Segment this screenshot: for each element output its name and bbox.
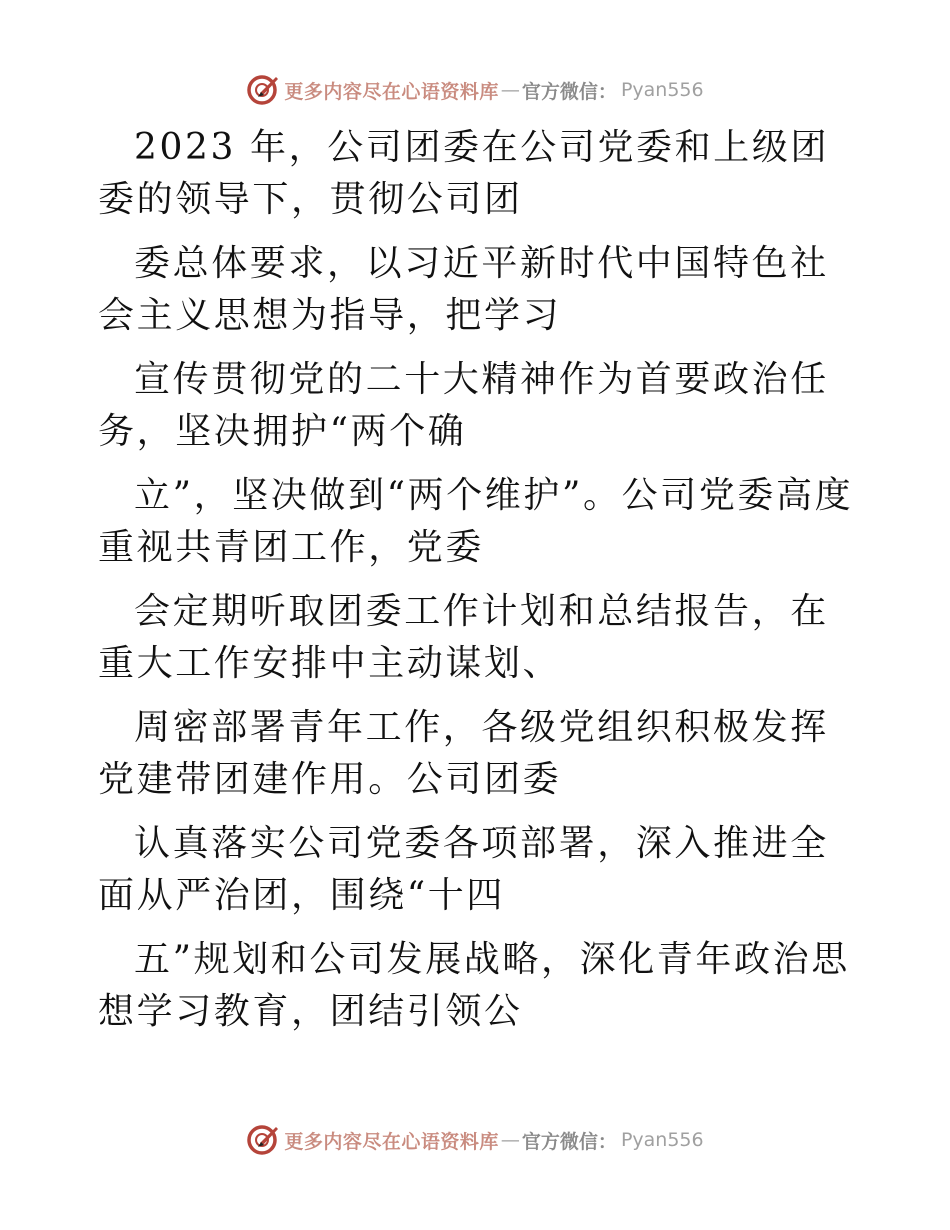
paragraph: 委总体要求，以习近平新时代中国特色社会主义思想为指导，把学习 bbox=[98, 243, 829, 336]
watermark-wechat-label: 官方微信： bbox=[521, 1130, 617, 1153]
paragraph: 认真落实公司党委各项部署，深入推进全面从严治团，围绕“十四 bbox=[98, 823, 829, 916]
body-text bbox=[98, 122, 858, 1050]
header-watermark bbox=[0, 70, 950, 110]
footer-watermark bbox=[0, 1120, 950, 1160]
quill-logo-icon bbox=[246, 73, 280, 107]
watermark-dash: — bbox=[500, 1129, 520, 1151]
watermark-text: 更多内容尽在心语资料库 bbox=[284, 80, 499, 103]
watermark-dash: — bbox=[500, 79, 520, 101]
watermark-wechat-id: Pyan556 bbox=[620, 79, 704, 101]
watermark-text: 更多内容尽在心语资料库 bbox=[284, 1130, 499, 1153]
paragraph: 周密部署青年工作，各级党组织积极发挥党建带团建作用。公司团委 bbox=[98, 707, 829, 800]
paragraph: 立”，坚决做到“两个维护”。公司党委高度重视共青团工作，党委 bbox=[98, 475, 854, 568]
paragraph: 会定期听取团委工作计划和总结报告，在重大工作安排中主动谋划、 bbox=[98, 591, 829, 684]
paragraph: 2023 年，公司团委在公司党委和上级团委的领导下，贯彻公司团 bbox=[98, 127, 830, 220]
paragraph: 宣传贯彻党的二十大精神作为首要政治任务，坚决拥护“两个确 bbox=[98, 359, 829, 452]
watermark-wechat-label: 官方微信： bbox=[521, 80, 617, 103]
watermark-wechat-id: Pyan556 bbox=[620, 1129, 704, 1151]
quill-logo-icon bbox=[246, 1123, 280, 1157]
paragraph: 五”规划和公司发展战略，深化青年政治思想学习教育，团结引领公 bbox=[98, 939, 850, 1032]
